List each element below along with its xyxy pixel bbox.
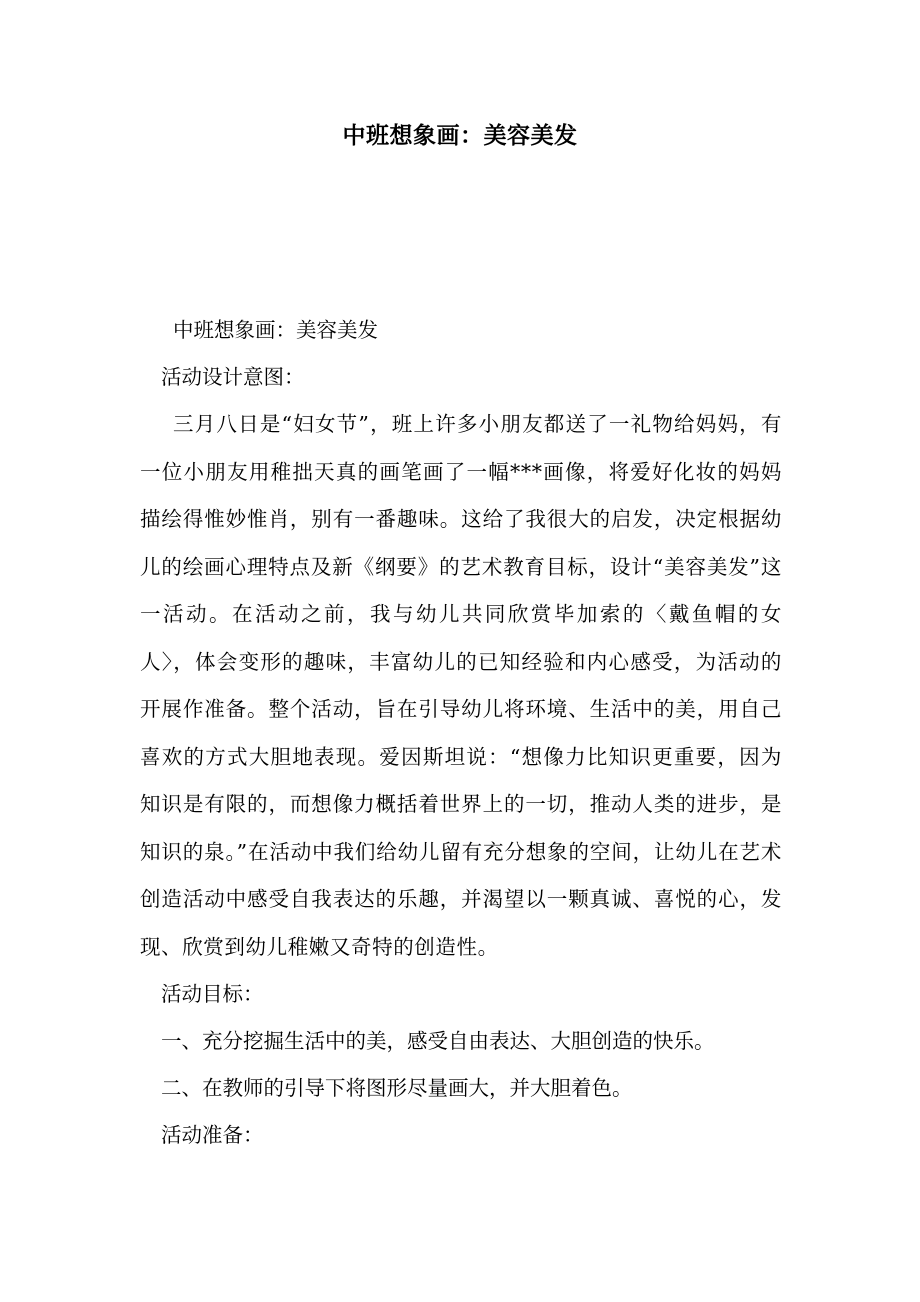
- document-body: [140, 307, 782, 1159]
- design-intent-heading: 活动设计意图：: [161, 365, 305, 389]
- document-subtitle: 中班想象画：美容美发: [173, 318, 378, 342]
- goal-item: 一、充分挖掘生活中的美，感受自由表达、大胆创造的快乐。: [161, 1029, 715, 1053]
- goals-heading: 活动目标：: [161, 982, 264, 1006]
- preparation-heading: 活动准备：: [161, 1123, 264, 1147]
- goal-item: 二、在教师的引导下将图形尽量画大，并大胆着色。: [161, 1076, 633, 1100]
- document-title: 中班想象画：美容美发: [342, 122, 578, 149]
- design-intent-paragraph: 三月八日是“妇女节”，班上许多小朋友都送了一礼物给妈妈，有一位小朋友用稚拙天真的画笔画了一幅***画像，将爱好化妆的妈妈描绘得惟妙惟肖，别有一番趣味。这给了我很大的启发，决定根据幼儿的绘画心理特点及新《纲要》的艺术教育目标，设计“美容美发”这一活动。在活动之前，我与幼儿共同欣赏毕加索的〈戴鱼帽的女人〉，体会变形的趣味，丰富幼儿的已知经验和内心感受，为活动的开展作准备。整个活动，旨在引导幼儿将环境、生活中的美，用自己喜欢的方式大胆地表现。爱因斯坦说：“想像力比知识更重要，因为知识是有限的，而想像力概括着世界上的一切，推动人类的进步，是知识的泉。”在活动中我们给幼儿留有充分想象的空间，让幼儿在艺术创造活动中感受自我表达的乐趣，并渴望以一颗真诚、喜悦的心，发现、欣赏到幼儿稚嫩又奇特的创造性。: [140, 412, 782, 959]
